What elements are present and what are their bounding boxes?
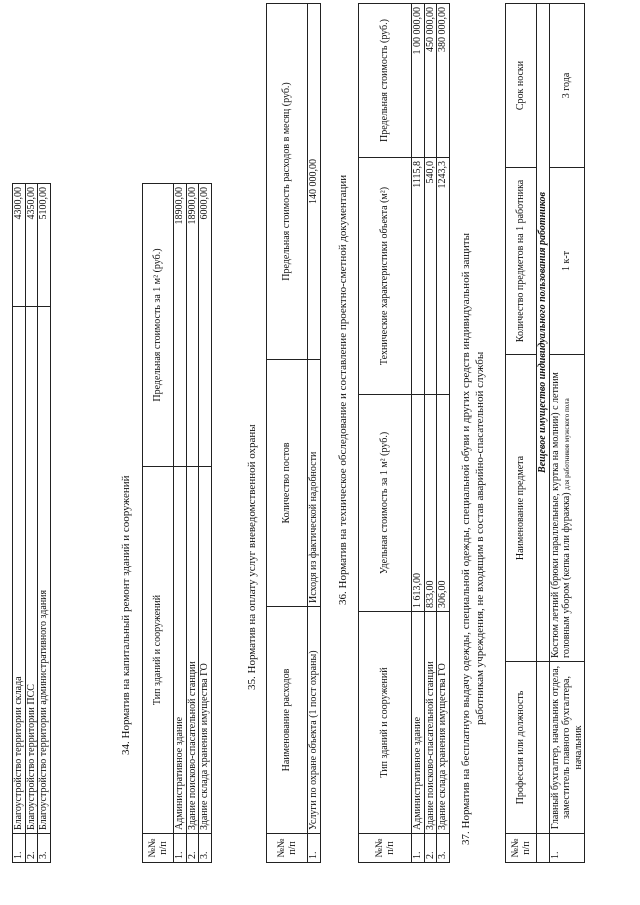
row-quantity: 1 к-т xyxy=(549,168,585,355)
header-price: Предельная стоимость за 1 м² (руб.) xyxy=(143,184,174,467)
row-name: Административное здание xyxy=(412,612,425,834)
row-value: 4350,00 xyxy=(25,184,38,307)
table-row xyxy=(174,184,187,863)
header-type: Тип зданий и сооружений xyxy=(143,467,174,834)
row-profession: Главный бухгалтер, начальник отдела, заместитель главного бухгалтера, начальник xyxy=(549,662,585,834)
table-row xyxy=(25,184,38,863)
table-row xyxy=(549,4,585,863)
row-area: 1115,8 xyxy=(412,158,425,395)
row-number: 2. xyxy=(186,834,199,863)
row-value: 1 00 000,00 xyxy=(412,4,425,158)
section-34-table xyxy=(142,183,212,863)
header-number: №№ п/п xyxy=(143,834,174,863)
header-quantity: Количество предметов на 1 работника xyxy=(506,168,537,355)
row-name: Благоустройство территории административного здания xyxy=(38,307,51,834)
row-name: Благоустройство территории ПСС xyxy=(25,307,38,834)
table-row xyxy=(424,4,437,863)
row-value: 5100,00 xyxy=(38,184,51,307)
row-name: Здание склада хранения имущества ГО xyxy=(437,612,450,834)
table-header-row xyxy=(143,184,174,863)
row-name: Благоустройство территории склада xyxy=(13,307,26,834)
row-value: 18900,00 xyxy=(186,184,199,467)
row-number: 3. xyxy=(437,834,450,863)
row-number: 1. xyxy=(174,834,187,863)
header-type: Тип зданий и сооружений xyxy=(359,612,412,834)
header-number: №№ п/п xyxy=(359,834,412,863)
table-header-row xyxy=(506,4,537,863)
section-37-table xyxy=(505,3,585,863)
header-posts: Количество постов xyxy=(267,360,308,607)
row-item: Костюм летний (брюки параллельные, куртка на молнии) с летним головным убором (кепка или фуражка) xyxy=(549,372,572,658)
row-unit-cost: 306,00 xyxy=(437,395,450,612)
row-number: 2. xyxy=(25,834,38,863)
section-34-title: 34. Норматив на капитальный ремонт зданий и сооружений xyxy=(120,475,132,755)
header-number: №№ п/п xyxy=(267,834,308,863)
table-row xyxy=(308,4,321,863)
row-number: 3. xyxy=(38,834,51,863)
row-name: Административное здание xyxy=(174,467,187,834)
table-row xyxy=(412,4,425,863)
header-term: Срок носки xyxy=(506,4,537,168)
table-row xyxy=(437,4,450,863)
table-row xyxy=(186,184,199,863)
header-expense: Наименование расходов xyxy=(267,607,308,834)
row-number: 1. xyxy=(13,834,26,863)
row-name: Здание поисково-спасательной станции xyxy=(186,467,199,834)
subheader: Вещевое имущество индивидуального пользования работников xyxy=(537,4,550,662)
row-item-cell xyxy=(549,355,585,662)
row-posts: Исходя из фактической надобности xyxy=(308,360,321,607)
table-row xyxy=(13,184,26,863)
row-name: Услуги по охране объекта (1 пост охраны) xyxy=(308,607,321,834)
row-value: 4300,00 xyxy=(13,184,26,307)
row-value: 6000,00 xyxy=(199,184,212,467)
section-37-title-line1: 37. Норматив на бесплатную выдачу одежды, специальной одежды, специальной обуви и других средств индивидуальной защиты xyxy=(460,233,472,845)
table-header-row xyxy=(359,4,412,863)
section-37-title-line2: работникам учреждения, не входящим в состав аварийно-спасательной службы xyxy=(474,351,486,725)
row-value: 380 000,00 xyxy=(437,4,450,158)
header-max-cost: Предельная стоимость расходов в месяц (руб.) xyxy=(267,4,308,360)
header-item: Наименование предмета xyxy=(506,355,537,662)
header-max-cost: Предельная стоимость (руб.) xyxy=(359,4,412,158)
row-area: 540,0 xyxy=(424,158,437,395)
row-number: 3. xyxy=(199,834,212,863)
row-value: 450 000,00 xyxy=(424,4,437,158)
row-item-note: для работников мужского пола xyxy=(563,398,571,490)
table-subheader-row xyxy=(537,4,550,863)
header-unit-cost: Удельная стоимость за 1 м² (руб.) xyxy=(359,395,412,612)
row-number: 1. xyxy=(549,834,585,863)
row-number: 1. xyxy=(308,834,321,863)
row-number: 1. xyxy=(412,834,425,863)
row-term: 3 года xyxy=(549,4,585,168)
section-36-table xyxy=(358,3,450,863)
table-row xyxy=(38,184,51,863)
row-number: 2. xyxy=(424,834,437,863)
row-value: 18900,00 xyxy=(174,184,187,467)
table-header-row xyxy=(267,4,308,863)
header-number: №№ п/п xyxy=(506,834,537,863)
row-name: Здание поисково-спасательной станции xyxy=(424,612,437,834)
row-unit-cost: 1 613,00 xyxy=(412,395,425,612)
table-row xyxy=(199,184,212,863)
row-unit-cost: 833,00 xyxy=(424,395,437,612)
header-profession: Профессия или должность xyxy=(506,662,537,834)
row-name: Здание склада хранения имущества ГО xyxy=(199,467,212,834)
continuation-table xyxy=(12,183,51,863)
section-35-table xyxy=(266,3,321,863)
row-area: 1243,3 xyxy=(437,158,450,395)
header-area: Технические характеристики объекта (м²) xyxy=(359,158,412,395)
section-36-title: 36. Норматив на техническое обследование и составление проектно-сметной документации xyxy=(337,174,349,605)
section-35-title: 35. Норматив на оплату услуг вневедомственной охраны xyxy=(246,424,258,690)
row-value: 140 000,00 xyxy=(308,4,321,360)
